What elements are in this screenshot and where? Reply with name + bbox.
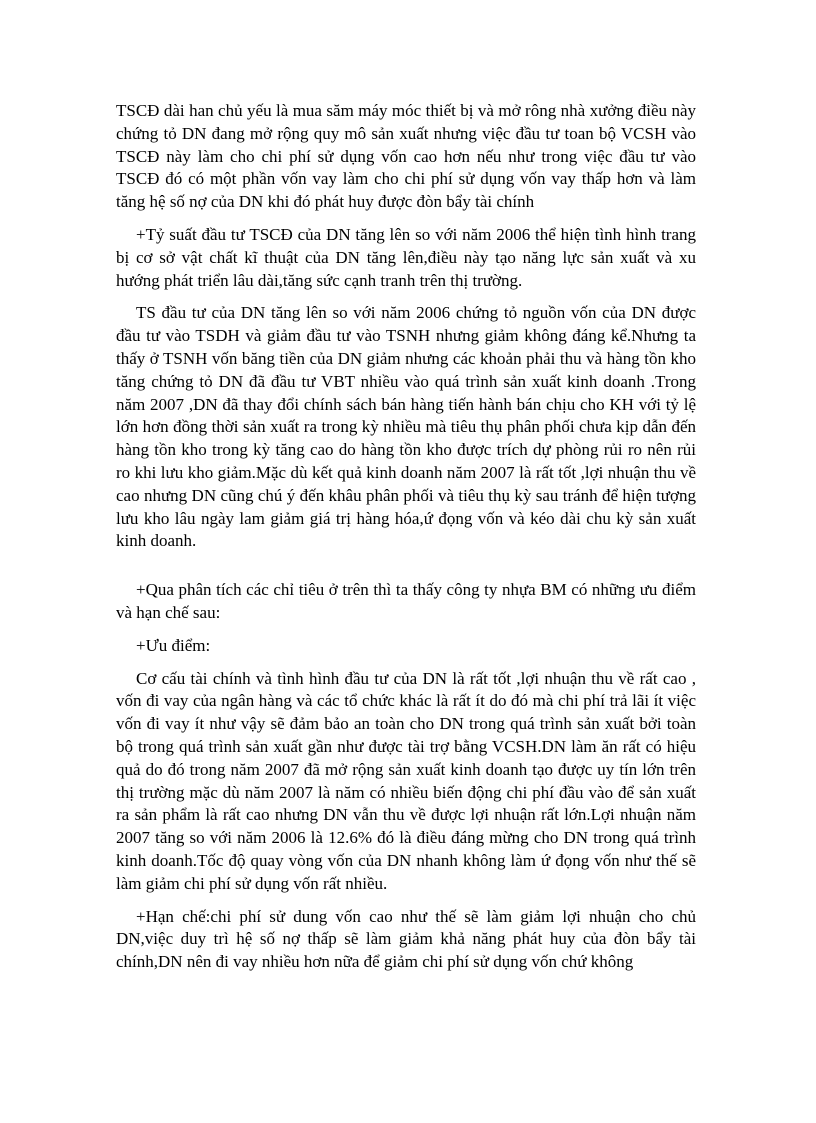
paragraph-analysis-intro: +Qua phân tích các chỉ tiêu ở trên thì ta thấy công ty nhựa BM có những ưu điểm và hạn chế sau:: [116, 580, 696, 622]
heading-advantages: +Ưu điểm:: [136, 635, 211, 655]
paragraph-fixed-asset-ratio: +Tỷ suất đầu tư TSCĐ của DN tăng lên so với năm 2006 thể hiện tình hình trang bị cơ sở vật chất kĩ thuật của DN tăng lên,điều này tạo năng lực sản xuất và xu hướng phát triển lâu dài,tăng sức cạnh tranh trên thị trường.: [116, 224, 696, 290]
document-page: [116, 100, 696, 984]
paragraph-advantages: Cơ cấu tài chính và tình hình đầu tư của DN là rất tốt ,lợi nhuận thu về rất cao , vốn đi vay của ngân hàng và các tổ chức khác là rất ít do đó mà chi phí trả lãi ít việc vốn đi vay ít như vậy sẽ đảm bảo an toàn cho DN trong quá trình sản xuất bởi toàn bộ trong quá trình sản xuất gần như được tài trợ bằng VCSH.DN làm ăn rất có hiệu quả do đó trong năm 2007 đã mở rộng sản xuất kinh doanh tạo được uy tín lớn trên thị trường mặc dù năm 2007 là năm có nhiều biến động chi phí đầu vào để sản xuất ra sản phẩm là rất cao nhưng DN vẫn thu về được lợi nhuận rất lớn.Lợi nhuận năm 2007 tăng so với năm 2006 là 12.6% đó là điều đáng mừng cho DN trong quá trình kinh doanh.Tốc độ quay vòng vốn của DN nhanh không làm ứ đọng vốn như thế sẽ làm giảm chi phí sử dụng vốn rất nhiều.: [116, 668, 696, 893]
paragraph-tscd-investment: TSCĐ dài han chủ yếu là mua săm máy móc thiết bị và mở rông nhà xưởng điều này chứng tỏ DN đang mở rộng quy mô sản xuất nhưng việc đầu tư toan bộ VCSH vào TSCĐ này làm cho chi phí sử dụng vốn cao hơn nếu như trong việc đầu tư vào TSCĐ đó có một phần vốn vay làm cho chi phí sử dụng vốn vay thấp hơn và làm tăng hệ số nợ của DN khi đó phát huy được đòn bẩy tài chính: [116, 101, 696, 212]
paragraph-asset-investment: TS đầu tư của DN tăng lên so với năm 2006 chứng tỏ nguồn vốn của DN được đầu tư vào TSDH và giảm đầu tư vào TSNH nhưng giảm không đáng kể.Nhưng ta thấy ở TSNH vốn băng tiền của DN giảm nhưng các khoản phải thu và hàng tồn kho tăng chứng tỏ DN đã đầu tư VBT nhiều vào quá trình sản xuất kinh doanh .Trong năm 2007 ,DN đã thay đổi chính sách bán hàng tiến hành bán chịu cho KH với tỷ lệ lớn hơn đồng thời sản xuất ra trong kỳ nhiều mà tiêu thụ phân phối chưa kịp dẫn đến hàng tồn kho trong kỳ tăng cao do hàng tồn kho được trích dự phòng rủi ro nên rủi ro khi lưu kho giảm.Mặc dù kết quả kinh doanh năm 2007 là rất tốt ,lợi nhuận thu về cao nhưng DN cũng chú ý đến khâu phân phối và tiêu thụ kỳ sau tránh để hiện tượng lưu kho lâu ngày lam giảm giá trị hàng hóa,ứ đọng vốn và kéo dài chu kỳ sản xuất kinh doanh.: [116, 303, 696, 551]
paragraph-spacer: [116, 563, 696, 579]
paragraph-limitations: +Hạn chế:chi phí sử dung vốn cao như thế sẽ làm giảm lợi nhuận cho chủ DN,việc duy trì hệ số nợ thấp sẽ làm giảm khả năng phát huy của đòn bẩy tài chính,DN nên đi vay nhiều hơn nữa để giảm chi phí sử dụng vốn chứ không: [116, 906, 696, 972]
